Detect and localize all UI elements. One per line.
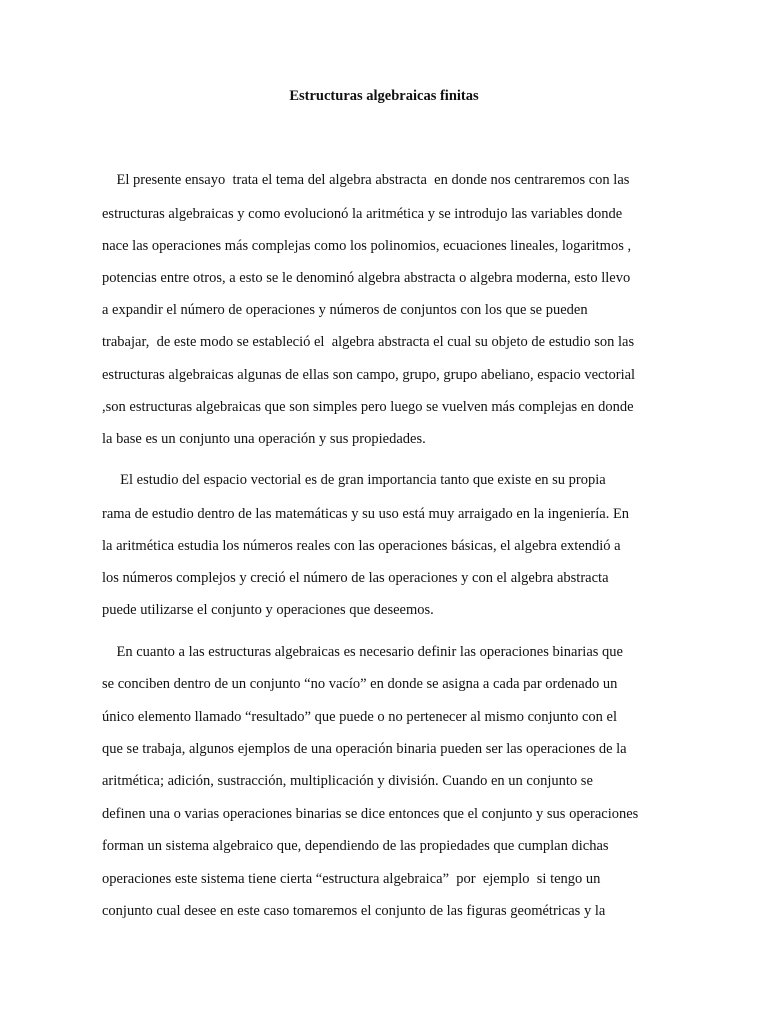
text-line: puede utilizarse el conjunto y operaciones que deseemos. (102, 602, 434, 618)
text-line: único elemento llamado “resultado” que puede o no pertenecer al mismo conjunto con el (102, 709, 617, 725)
text-line: la aritmética estudia los números reales con las operaciones básicas, el algebra extendió a (102, 538, 621, 554)
text-line: los números complejos y creció el número de las operaciones y con el algebra abstracta (102, 570, 609, 586)
text-line: El estudio del espacio vectorial es de gran importancia tanto que existe en su propia (102, 472, 606, 488)
text-line: En cuanto a las estructuras algebraicas es necesario definir las operaciones binarias que (102, 644, 623, 660)
document-title: Estructuras algebraicas finitas (289, 88, 479, 104)
text-line: a expandir el número de operaciones y números de conjuntos con los que se pueden (102, 302, 588, 318)
text-line: trabajar, de este modo se estableció el algebra abstracta el cual su objeto de estudio son las (102, 334, 635, 350)
text-line: la base es un conjunto una operación y sus propiedades. (102, 431, 426, 447)
text-line: El presente ensayo trata el tema del algebra abstracta en donde nos centraremos con las (102, 172, 630, 188)
text-line: operaciones este sistema tiene cierta “estructura algebraica” por ejemplo si tengo un (102, 871, 601, 887)
text-line: potencias entre otros, a esto se le denominó algebra abstracta o algebra moderna, esto llevo (102, 270, 631, 286)
text-line: se conciben dentro de un conjunto “no vacío” en donde se asigna a cada par ordenado un (102, 676, 618, 692)
text-line: definen una o varias operaciones binarias se dice entonces que el conjunto y sus operaciones (102, 806, 639, 822)
text-line: rama de estudio dentro de las matemáticas y su uso está muy arraigado en la ingeniería. En (102, 506, 630, 522)
text-line: estructuras algebraicas y como evolucionó la aritmética y se introdujo las variables donde (102, 206, 623, 222)
text-line: conjunto cual desee en este caso tomaremos el conjunto de las figuras geométricas y la (102, 903, 606, 919)
text-line: que se trabaja, algunos ejemplos de una operación binaria pueden ser las operaciones de la (102, 741, 627, 757)
text-line: nace las operaciones más complejas como los polinomios, ecuaciones lineales, logaritmos , (102, 238, 632, 254)
text-line: forman un sistema algebraico que, dependiendo de las propiedades que cumplan dichas (102, 838, 609, 854)
text-line: estructuras algebraicas algunas de ellas son campo, grupo, grupo abeliano, espacio vectorial (102, 367, 636, 383)
text-line: ,son estructuras algebraicas que son simples pero luego se vuelven más complejas en donde (102, 399, 634, 415)
text-line: aritmética; adición, sustracción, multiplicación y división. Cuando en un conjunto se (102, 773, 593, 789)
